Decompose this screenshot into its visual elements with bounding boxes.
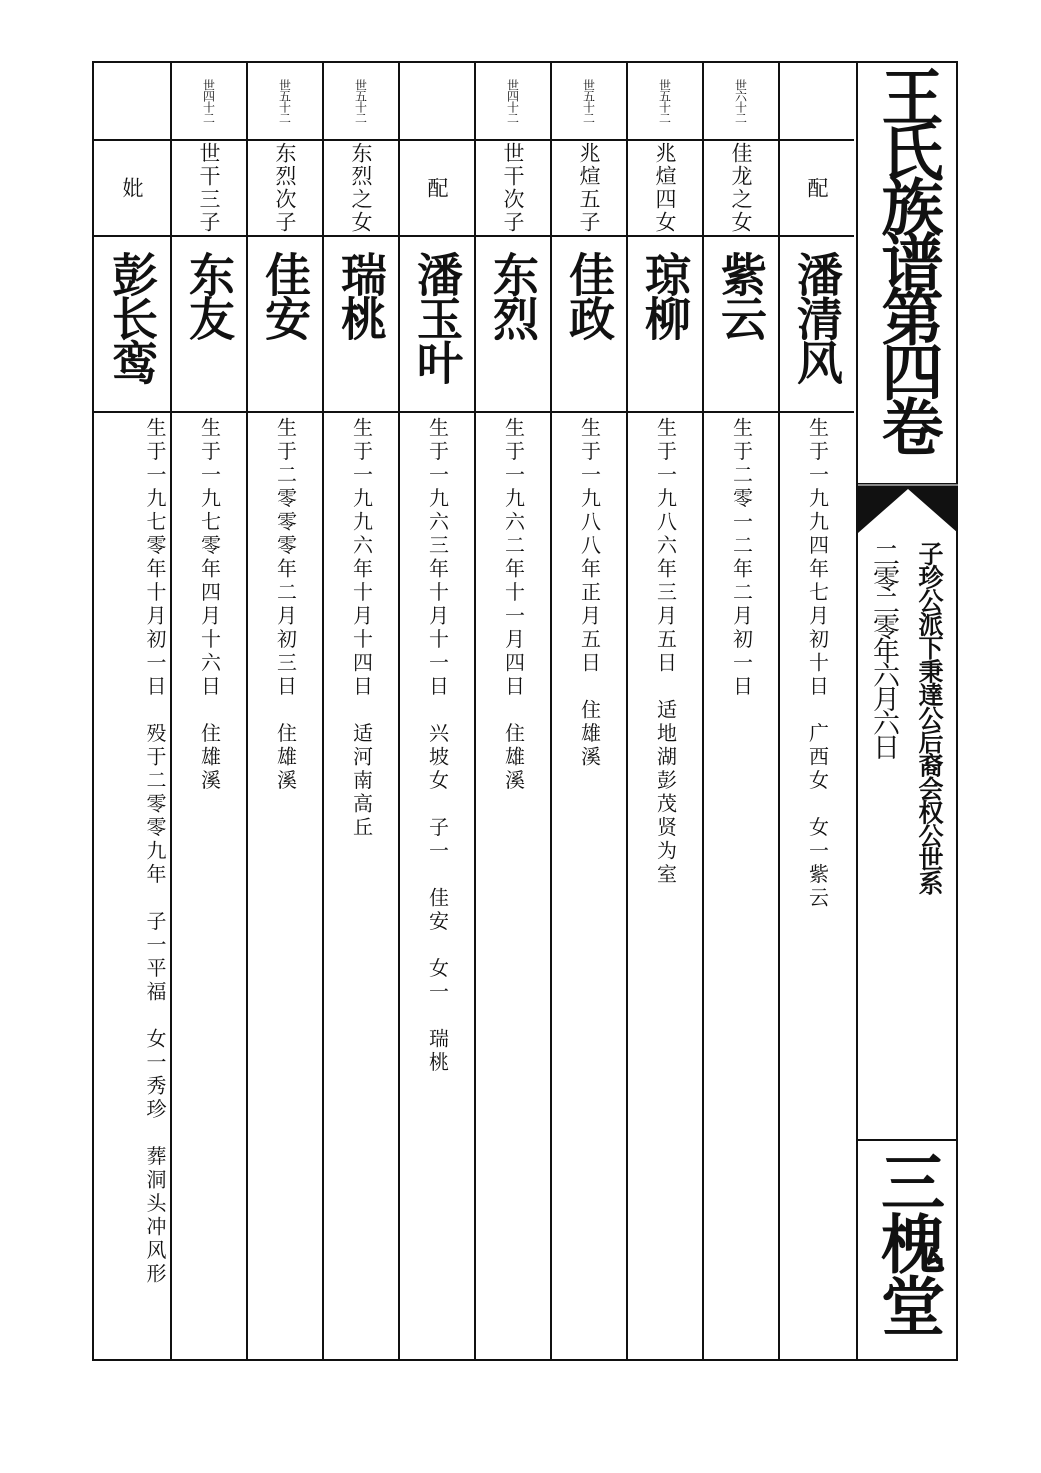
- generation-label: 世五十二: [353, 79, 368, 123]
- entry-column: [170, 63, 246, 1359]
- entry-column: [474, 63, 550, 1359]
- person-name: 彭长鸾: [105, 251, 159, 383]
- relation-cell: [94, 141, 170, 237]
- title-panel: [856, 63, 956, 1359]
- book-title-text: 王氏族谱第四卷: [871, 65, 944, 450]
- name-cell: [476, 237, 550, 413]
- generation-label: 世五十二: [657, 79, 672, 123]
- person-name: 潘清风: [790, 251, 844, 383]
- person-bio: 生于一九九六年十月十四日 适河南高丘: [349, 417, 374, 840]
- genealogy-page: [92, 61, 958, 1361]
- relation-label: 东烈之女: [349, 142, 373, 234]
- relation-label: 兆煊四女: [653, 142, 677, 234]
- bio-cell: [552, 413, 626, 1359]
- name-cell: [172, 237, 246, 413]
- generation-cell: [172, 63, 246, 141]
- person-name: 东烈: [486, 251, 540, 339]
- person-bio: 生于一九八六年三月五日 适地湖彭茂贤为室: [653, 417, 678, 887]
- name-cell: [248, 237, 322, 413]
- relation-cell: [172, 141, 246, 237]
- person-name: 佳政: [562, 251, 616, 339]
- book-title: [858, 65, 956, 483]
- name-cell: [552, 237, 626, 413]
- relation-label: 东烈次子: [273, 142, 297, 234]
- relation-cell: [628, 141, 702, 237]
- generation-cell: [94, 63, 170, 141]
- person-bio: 生于一九六三年十月十一日 兴坡女 子一 佳安 女一 瑞桃: [425, 417, 450, 1075]
- relation-label: 配: [805, 176, 829, 200]
- relation-cell: [324, 141, 398, 237]
- name-cell: [400, 237, 474, 413]
- generation-label: 世五十二: [581, 79, 596, 123]
- relation-label: 配: [425, 176, 449, 200]
- person-bio: 生于一九六二年十一月四日 住雄溪: [501, 417, 526, 793]
- name-cell: [628, 237, 702, 413]
- relation-label: 世干三子: [197, 142, 221, 234]
- hall-name: [858, 1139, 956, 1359]
- relation-cell: [476, 141, 550, 237]
- person-name: 瑞桃: [334, 251, 388, 339]
- bio-cell: [324, 413, 398, 1359]
- fishtail-ornament: [858, 483, 958, 533]
- bio-cell: [780, 413, 854, 1359]
- relation-cell: [780, 141, 854, 237]
- entry-column: [550, 63, 626, 1359]
- generation-cell: [552, 63, 626, 141]
- relation-label: 兆煊五子: [577, 142, 601, 234]
- generation-cell: [400, 63, 474, 141]
- generation-cell: [324, 63, 398, 141]
- bio-cell: [172, 413, 246, 1359]
- person-name: 佳安: [258, 251, 312, 339]
- bio-cell: [704, 413, 778, 1359]
- person-bio: 生于一九九四年七月初十日 广西女 女一紫云: [805, 417, 830, 911]
- person-name: 东友: [182, 251, 236, 339]
- bio-cell: [94, 413, 170, 1359]
- entry-column: [246, 63, 322, 1359]
- bio-cell: [476, 413, 550, 1359]
- relation-cell: [552, 141, 626, 237]
- generation-cell: [628, 63, 702, 141]
- generation-cell: [248, 63, 322, 141]
- person-bio: 生于一九七零年四月十六日 住雄溪: [197, 417, 222, 793]
- date-text: 二零二零年六月六日: [868, 541, 899, 757]
- relation-cell: [248, 141, 322, 237]
- name-cell: [780, 237, 854, 413]
- person-name: 紫云: [714, 251, 768, 339]
- person-name: 潘玉叶: [410, 251, 464, 383]
- relation-label: 佳龙之女: [729, 142, 753, 234]
- generation-cell: [476, 63, 550, 141]
- relation-label: 妣: [120, 176, 144, 200]
- entry-column: [398, 63, 474, 1359]
- compile-date: [868, 541, 898, 761]
- entry-column: [94, 63, 170, 1359]
- relation-cell: [704, 141, 778, 237]
- entry-column: [702, 63, 778, 1359]
- person-bio: 生于二零一二年二月初一日: [729, 417, 754, 699]
- generation-label: 世五十二: [277, 79, 292, 123]
- entry-column: [626, 63, 702, 1359]
- generation-cell: [704, 63, 778, 141]
- person-name: 琼柳: [638, 251, 692, 339]
- person-bio: 生于二零零零年二月初三日 住雄溪: [273, 417, 298, 793]
- generation-label: 世四十二: [505, 79, 520, 123]
- name-cell: [704, 237, 778, 413]
- relation-label: 世干次子: [501, 142, 525, 234]
- relation-cell: [400, 141, 474, 237]
- entry-column: [322, 63, 398, 1359]
- generation-label: 世四十二: [201, 79, 216, 123]
- generation-cell: [780, 63, 854, 141]
- bio-cell: [628, 413, 702, 1359]
- generation-label: 世六十二: [733, 79, 748, 123]
- hall-name-text: 三槐堂: [870, 1149, 945, 1335]
- bio-cell: [248, 413, 322, 1359]
- name-cell: [94, 237, 170, 413]
- person-bio: 生于一九七零年十月初一日 殁于二零零九年 子一平福 女一秀珍 葬洞头冲风形: [143, 417, 167, 1287]
- entry-column: [778, 63, 854, 1359]
- lineage-text: 子珍公派下秉達公后裔会权公世系: [915, 541, 944, 894]
- entry-columns: [94, 63, 858, 1359]
- lineage-caption: [914, 541, 944, 898]
- name-cell: [324, 237, 398, 413]
- person-bio: 生于一九八八年正月五日 住雄溪: [577, 417, 602, 770]
- bio-cell: [400, 413, 474, 1359]
